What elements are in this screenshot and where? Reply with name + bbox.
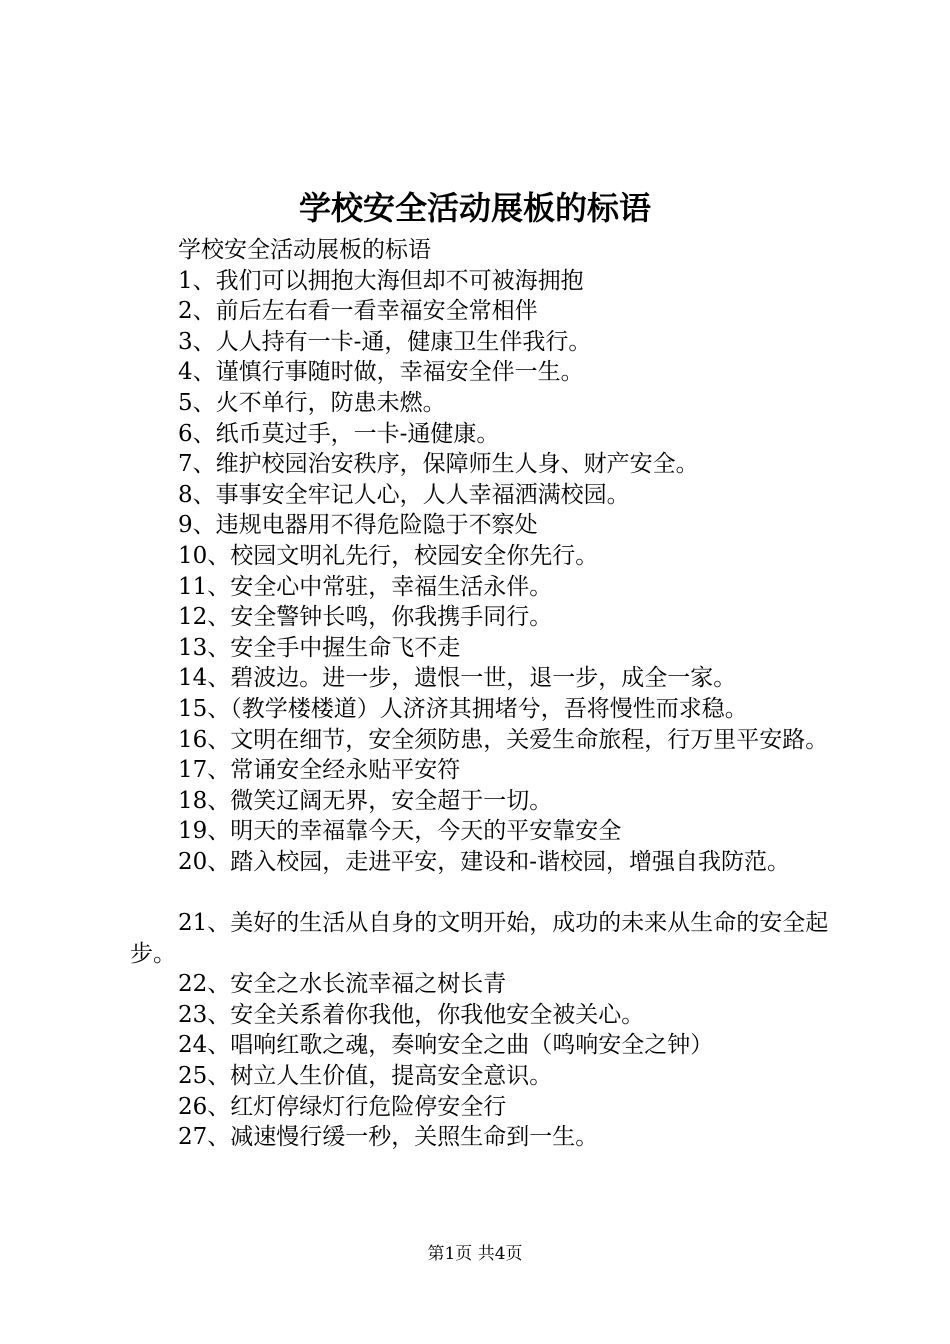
slogan-item: 15、（教学楼楼道）人济济其拥堵兮，吾将慢性而求稳。 [178,695,748,722]
slogan-item: 24、唱响红歌之魂，奏响安全之曲（鸣响安全之钟） [178,1032,714,1059]
slogan-item: 23、安全关系着你我他，你我他安全被关心。 [178,1001,645,1028]
slogan-item: 3、人人持有一卡-通，健康卫生伴我行。 [178,328,592,355]
slogan-item: 26、红灯停绿灯行危险停安全行 [178,1093,507,1120]
slogan-item: 9、违规电器用不得危险隐于不察处 [178,512,538,539]
slogan-item: 14、碧波边。进一步，遗恨一世，退一步，成全一家。 [178,665,737,692]
slogan-item: 8、事事安全牢记人心，人人幸福洒满校园。 [178,481,630,508]
slogan-item: 6、纸币莫过手，一卡-通健康。 [178,420,500,447]
slogan-item: 12、安全警钟长鸣，你我携手同行。 [178,604,553,631]
slogan-item: 17、常诵安全经永贴平安符 [178,757,461,784]
paragraph-intro: 学校安全活动展板的标语 [178,237,431,263]
slogan-item: 20、踏入校园，走进平安，建设和-谐校园，增强自我防范。 [178,848,791,875]
slogan-item: 11、安全心中常驻，幸福生活永伴。 [178,573,553,600]
document-body [130,235,850,1153]
slogan-item: 22、安全之水长流幸福之树长青 [178,971,507,998]
blank-line [130,877,850,908]
slogan-item: 10、校园文明礼先行，校园安全你先行。 [178,542,599,569]
slogan-item: 19、明天的幸福靠今天，今天的平安靠安全 [178,818,622,845]
document-title: 学校安全活动展板的标语 [298,189,651,227]
slogan-item: 25、树立人生价值，提高安全意识。 [178,1063,553,1090]
slogan-item: 4、谨慎行事随时做，幸福安全伴一生。 [178,359,584,386]
slogan-item: 7、维护校园治安秩序，保障师生人身、财产安全。 [178,451,699,478]
page-footer: 第1页 共4页 [427,1244,523,1264]
slogan-item: 18、微笑辽阔无界，安全超于一切。 [178,787,553,814]
slogan-item: 21、美好的生活从自身的文明开始，成功的未来从生命的安全起步。 [130,910,829,967]
slogan-item: 2、前后左右看一看幸福安全常相伴 [178,298,538,325]
slogan-item: 5、火不单行，防患未燃。 [178,389,446,416]
slogan-item: 27、减速慢行缓一秒，关照生命到一生。 [178,1124,599,1151]
slogan-item: 1、我们可以拥抱大海但却不可被海拥抱 [178,267,584,294]
slogan-item: 13、安全手中握生命飞不走 [178,634,461,661]
slogan-item: 16、文明在细节，安全须防患，关爱生命旅程，行万里平安路。 [178,726,829,753]
